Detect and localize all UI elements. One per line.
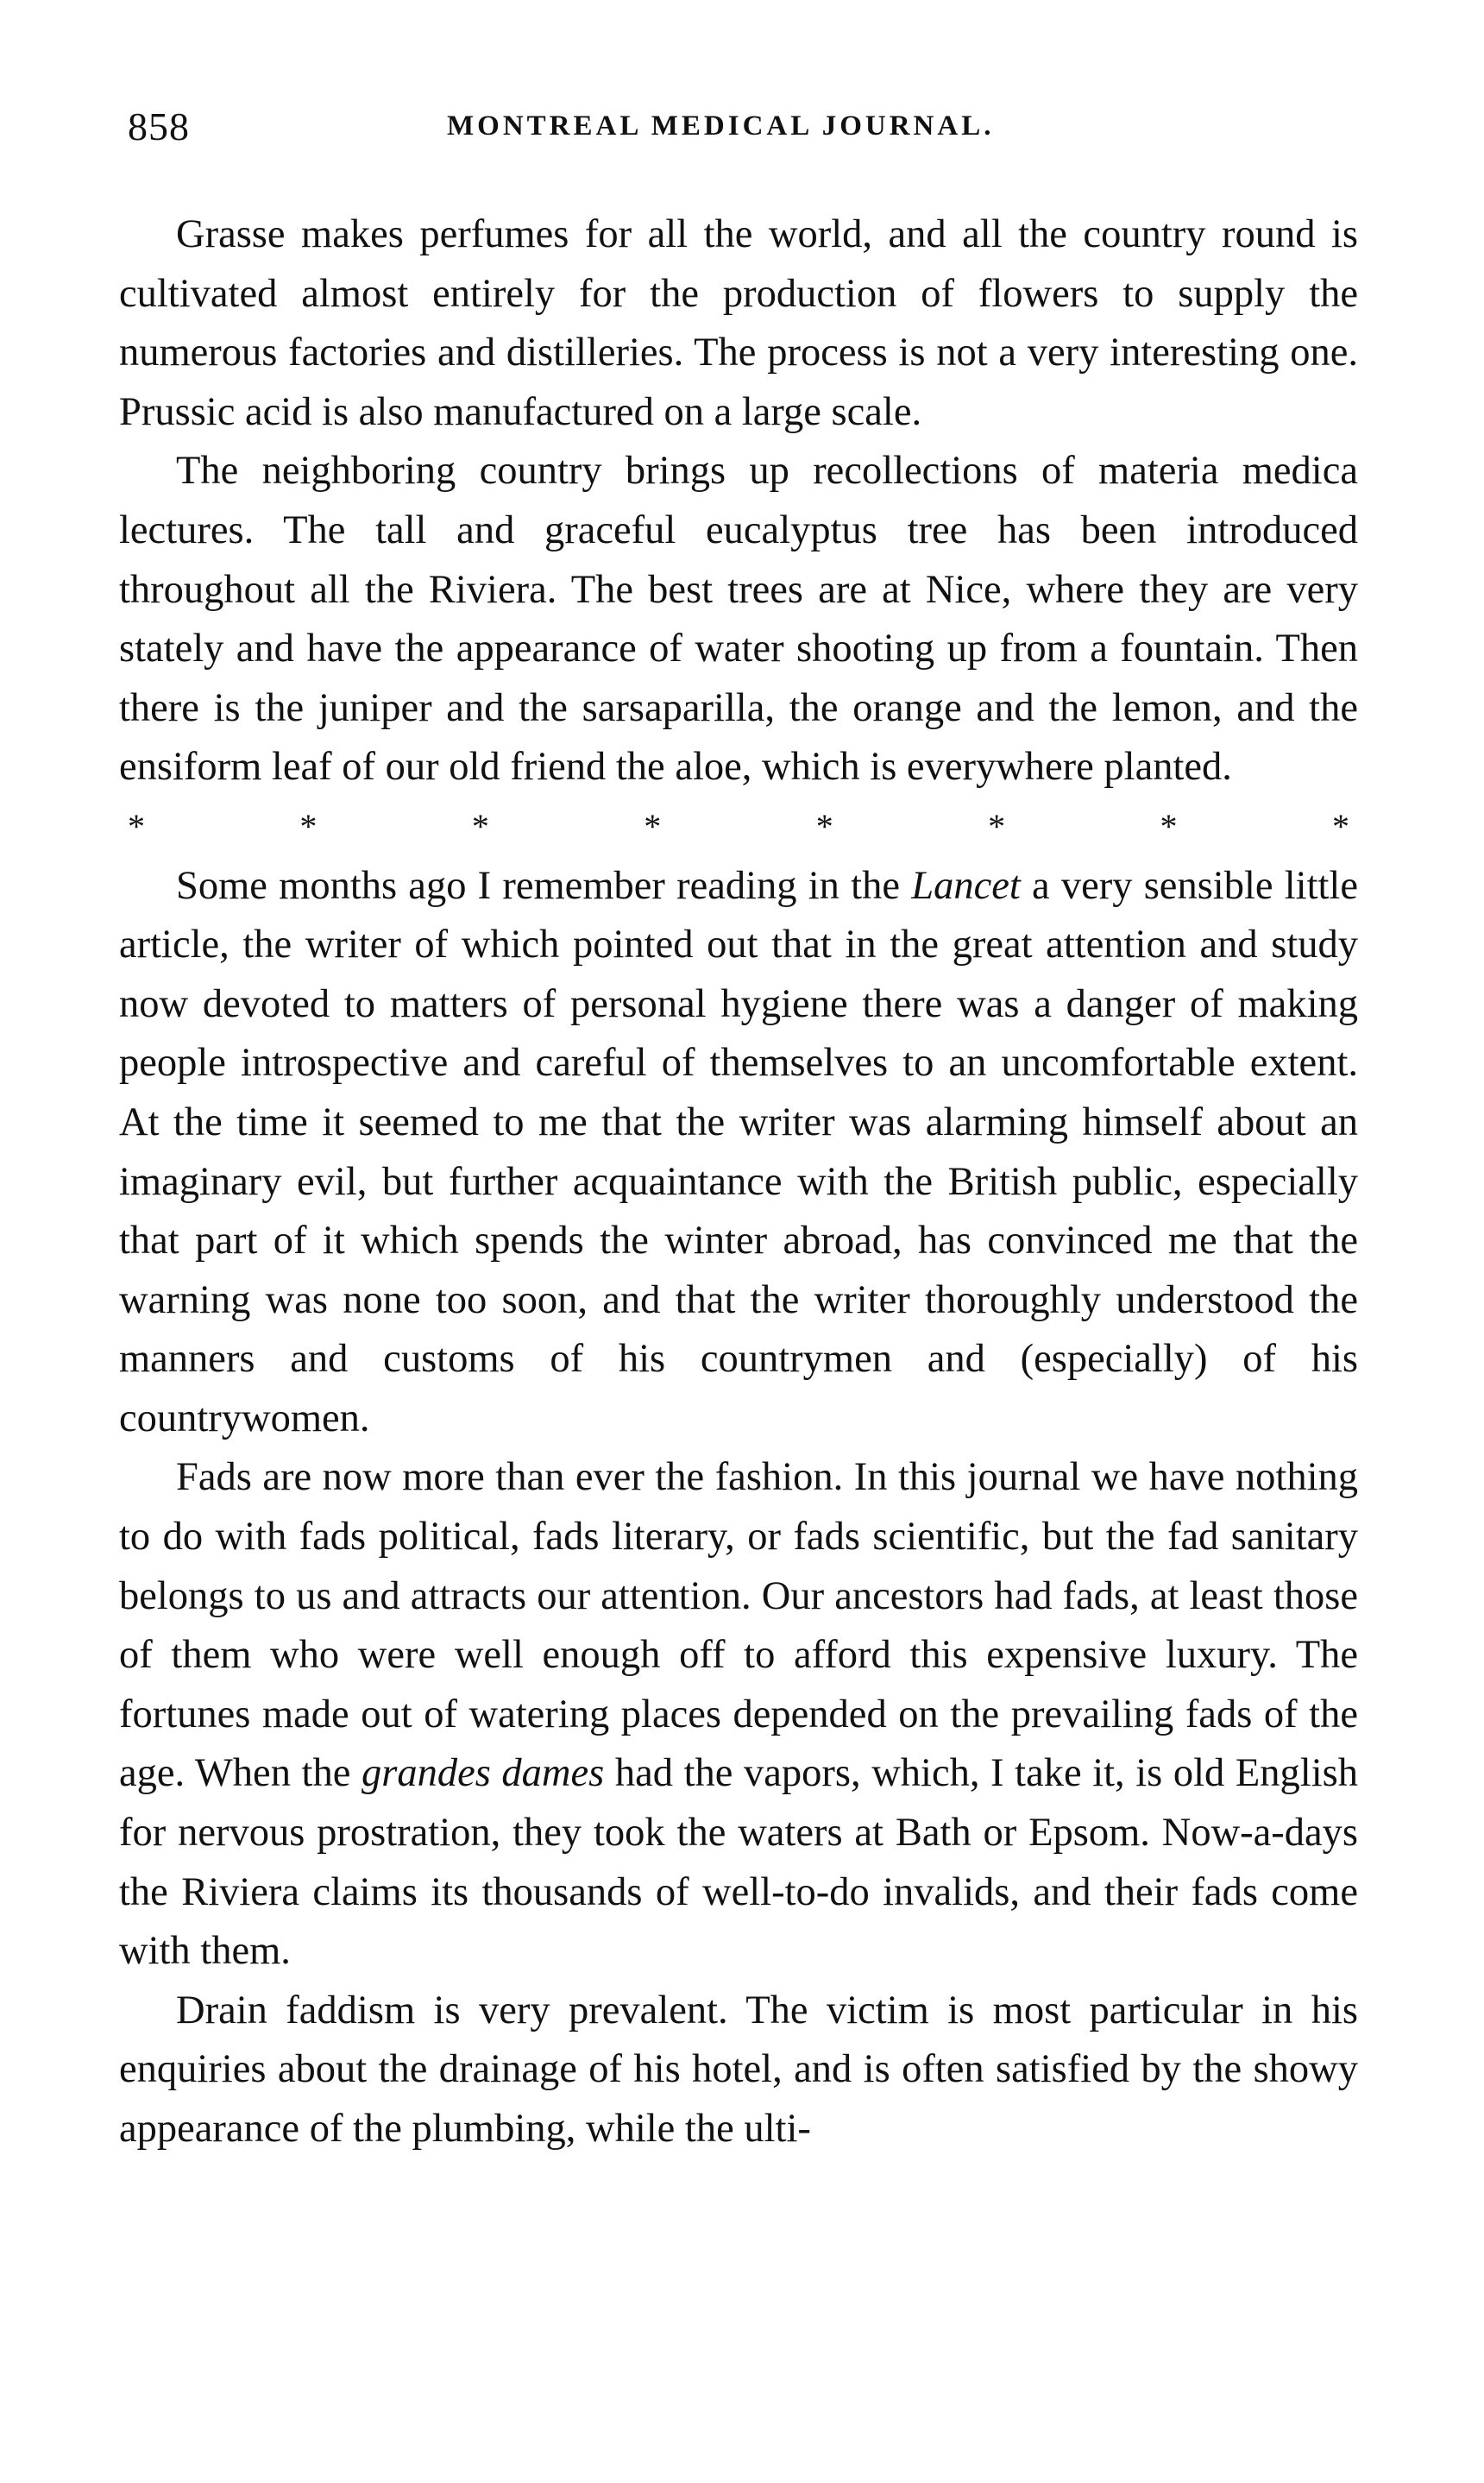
asterisk: * [988, 806, 1006, 846]
running-head [119, 104, 1358, 173]
paragraph-lancet [119, 857, 1358, 1449]
italic-title-lancet: Lancet [911, 863, 1021, 908]
asterisk: * [1331, 806, 1349, 846]
paragraph-text: a very sensible little article, the writer of which pointed out that in the great attention and study now devoted to matters of personal hygiene there was a danger of making people introspective and careful of themselves to an uncomfortable extent. At the time it seemed to me that the writer was alarming himself about an imaginary evil, but further acquaintance with the British public, especially that part of it which spends the winter abroad, has convinced me that the warning was none too soon, and that the writer thoroughly understood the manners and customs of his countrymen and (especially) of his countrywomen. [119, 863, 1358, 1440]
paragraph-text: Grasse makes perfumes for all the world, and all the country round is cultivated almost entirely for the production of flowers to supply the numerous factories and distilleries. The process is not a very interesting one. Prussic acid is also manufactured on a large scale. [119, 212, 1358, 434]
paragraph-fads [119, 1448, 1358, 1981]
asterisk: * [1160, 806, 1178, 846]
paragraph-text: Drain faddism is very prevalent. The victim is most particular in his enquiries about the drainage of his hotel, and is often satisfied by the showy appearance of the plumbing, while the ulti- [119, 1988, 1358, 2151]
journal-page [119, 104, 1358, 2159]
paragraph-grasse [119, 205, 1358, 442]
asterisk: * [815, 806, 833, 846]
asterisk: * [299, 806, 318, 846]
asterisk: * [128, 806, 145, 846]
paragraph-text: The neighboring country brings up recollections of materia medica lectures. The tall and graceful eucalyptus tree has been introduced throughout all the Riviera. The best trees are at Nice, where they are very stately and have the appearance of water shooting up from a fountain. Then there is the juniper and the sarsaparilla, the orange and the lemon, and the ensiform leaf of our old friend the aloe, which is everywhere planted. [119, 449, 1358, 790]
italic-phrase-grandes-dames: grandes dames [361, 1751, 605, 1796]
paragraph-drain-faddism [119, 1982, 1358, 2159]
paragraph-text: Fads are now more than ever the fashion. In this journal we have nothing to do with fads political, fads literary, or fads scientific, but the fad sanitary belongs to us and attracts our attention. Our ancestors had fads, at least those of them who were well enough off to afford this expensive luxury. The fortunes made out of watering places depended on the prevailing fads of the age. When the [119, 1455, 1358, 1796]
paragraph-neighboring-country [119, 442, 1358, 797]
section-separator [119, 797, 1358, 857]
asterisk: * [644, 806, 662, 846]
page-number: 858 [128, 104, 190, 148]
journal-title: MONTREAL MEDICAL JOURNAL. [447, 110, 995, 142]
article-body [119, 205, 1358, 2159]
asterisk: * [471, 806, 489, 846]
paragraph-text: Some months ago I remember reading in the [176, 863, 912, 908]
paragraph-text: had the vapors, which, I take it, is old English for nervous prostration, they took the waters at Bath or Epsom. Now-a-days the Riviera claims its thousands of well-to-do invalids, and their fads come with them. [119, 1751, 1358, 1974]
